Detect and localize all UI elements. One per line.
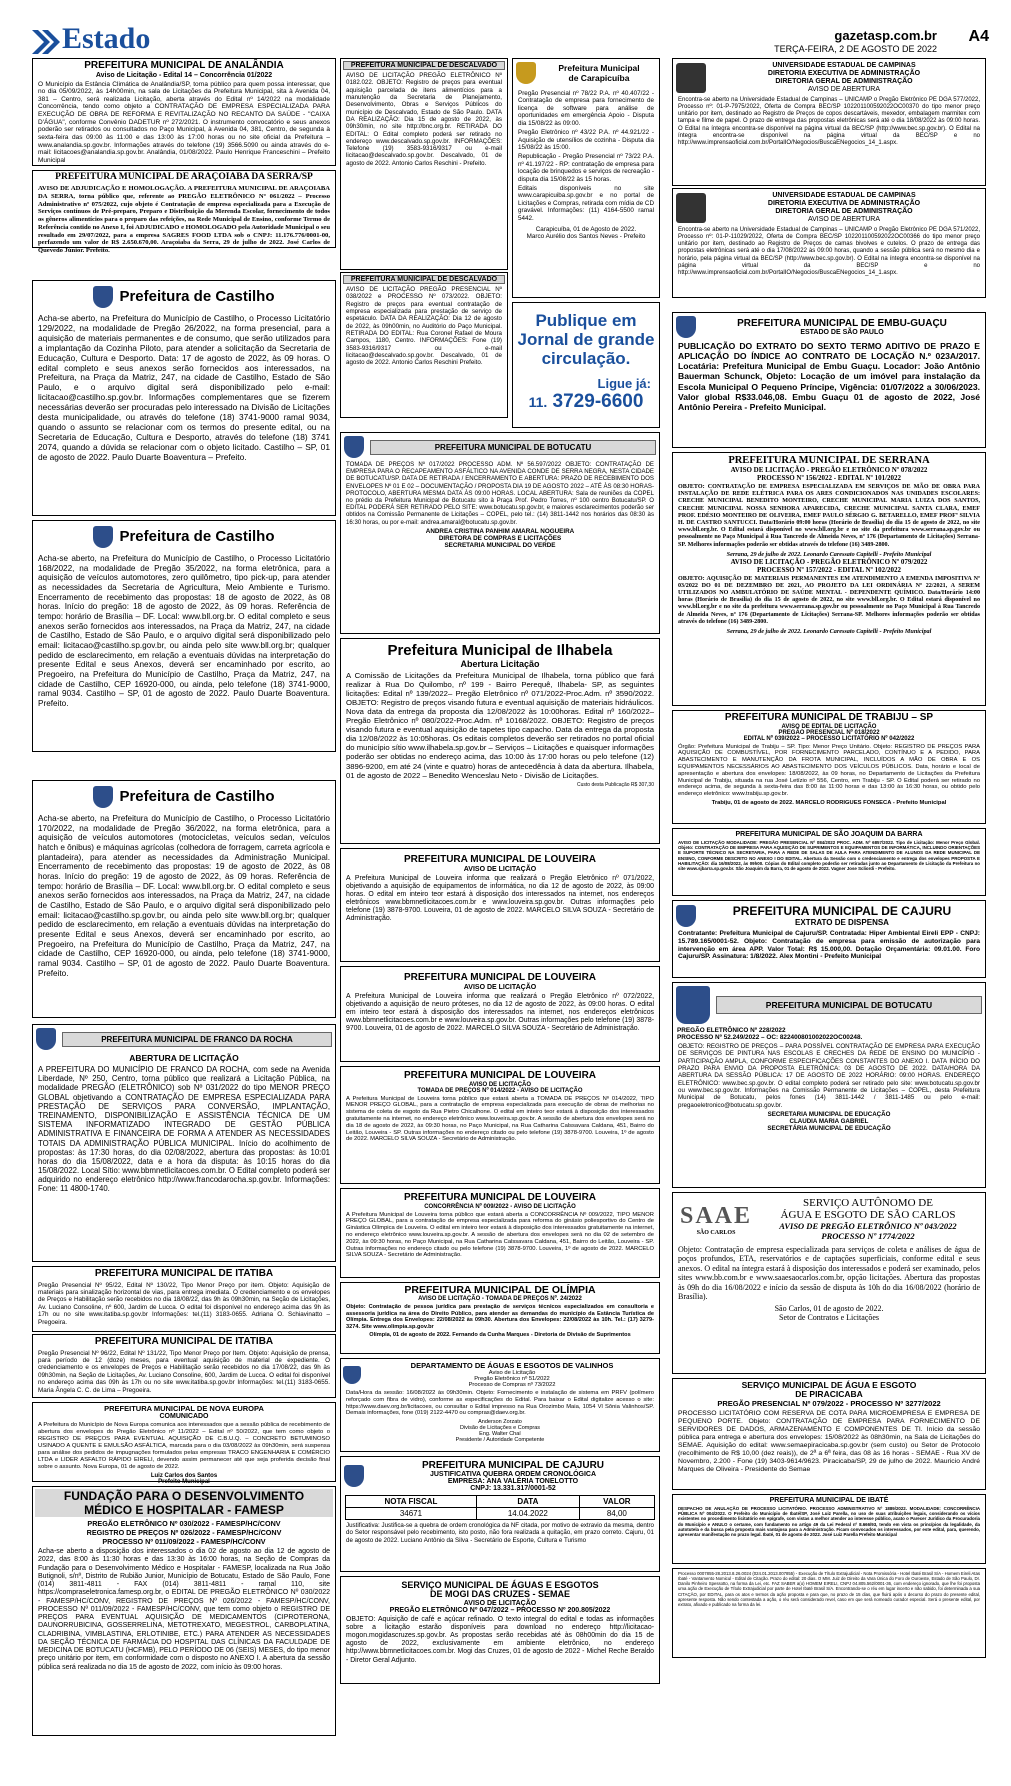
- notice-subtitle: EXTRATO DE DISPENSA: [795, 918, 889, 927]
- notice-subtitle: AVISO DE LICITAÇÃO: [468, 1081, 532, 1088]
- notice-subtitle: AVISO DE LICITAÇÃO PREGÃO ELETRÔNICO Nº 047/2022 – PROCESSO Nº 200.805/2022: [389, 1599, 611, 1614]
- ad-cta: Ligue já:: [597, 376, 651, 392]
- notice-title-line-1: Prefeitura Municipal: [558, 63, 640, 73]
- notice-title: PREFEITURA MUNICIPAL DE ITATIBA: [94, 1336, 274, 1347]
- notice-louveira-2: [340, 966, 660, 1062]
- notice-signature-dept: SECRETARIA MUNICIPAL DO VERDE: [444, 541, 556, 549]
- notice-subtitle-1: AVISO DE PREGÃO ELETRÔNICO Nº 043/2022: [779, 1221, 957, 1231]
- saae-logo-text: SAAE: [679, 1202, 753, 1229]
- notice-subtitle-3: CNPJ: 13.331.317/0001-52: [470, 1485, 556, 1492]
- table-header: NOTA FISCAL: [346, 1496, 477, 1508]
- notice-title: PREFEITURA MUNICIPAL DE OLÍMPIA: [404, 1284, 596, 1296]
- ad-line-3: circulação.: [541, 349, 631, 369]
- notice-title: PREFEITURA MUNICIPAL DE LOUVEIRA: [403, 854, 597, 865]
- notice-title: DEPARTAMENTO DE ÁGUAS E ESGOTOS DE VALINHOS: [410, 1361, 614, 1370]
- notice-body: OBJETO: Aquisição de café e açúcar refinado. O texto integral do edital e todas as informações sobre a licitação estarão disponíveis para download no endereço http://licitacao-mogon.mogidascruzes.sp.gov.br. As propostas serão recebidas até às 08h00min do dia 15 de agosto de 2022, exclusivamente em ambiente eletrônico, no endereço http://www.bbmnetlicitacoes.com.br. Mogi das Cruzes, 01 de agosto de 2022 - Michel Reche Beraldo - Diretor Geral Adjunto.: [346, 1615, 654, 1664]
- municipal-crest-icon: [516, 62, 536, 84]
- notice-subtitle-1: PREGÃO ELETRÔNICO Nº 228/2022: [677, 1027, 786, 1034]
- notice-body: A Prefeitura Municipal de Louveira informa que realizará o Pregão Eletrônico nº 072/2022, objetivando a aquisição de neuro próteses, no dia 12 de agosto de 2022, às 09:00 horas. O edital em inteiro teor estará à disposição dos interessados na internet, nos endereços eletrônicos www.bbmnetlicitacoes.com.br e www.louveira.sp.gov.br. Outras informações pelo telefone (19) 3878-9700. Louveira, 01 de agosto de 2022. MARCELO SILVA SOUZA - Secretário de Administração.: [346, 992, 654, 1033]
- notice-title: PREFEITURA MUNICIPAL DE LOUVEIRA: [403, 1192, 597, 1203]
- notice-body: Encontra-se aberto na Universidade Estadual de Campinas – UNICAMP o Pregão Eletrônico PE DGA 577/2022, Processo nº: 01-P-7975/2022, Oferta de Compra BEC/SP 102201100592022OC00370 do tipo menor preço unitário por item, destinado ao Registro de Preços de copos descartáveis, mexedor, embalagem marmitex com tampa e filme de papel. O prazo de entrega das propostas eletrônicas será até o dia 18/08/2022 às 09:00 horas. O Edital na íntegra encontra-se disponível na página virtual da BEC/SP (http://www.bec.sp.gov.br). O Edital na íntegra encontra-se disponível na página virtual da BEC/SP e no http://www.imprensaoficial.com.br/PortalIO/Negocios/BuscaENegocios_14_1.aspx.: [678, 97, 980, 146]
- notice-body: A Prefeitura Municipal de Louveira torna público que estará aberta a CONCORRÊNCIA Nº 009/2022, TIPO MENOR PREÇO GLOBAL, para a contratação de empresa especializada para reforma do ginásio poliesportivo do Centro de Ginástica Olímpica de Louveira. O edital em inteiro teor estará à disposição dos interessados gratuitamente na internet, no endereço eletrônico www.louveira.sp.gov.br. A sessão de abertura dos envelopes será no dia 02 de setembro de 2022, às 09:30 horas, no Paço Municipal, na Rua Catharina Calssavara Caldana, 451, Bairro do Leitão, Louveira - SP. Outras informações no endereço citado ou pelo telefone (19) 3878-9700. Louveira, 1º de agosto de 2022. MARCELO SILVA SOUZA - Secretário de Administração.: [346, 1211, 654, 1259]
- notice-title: PREFEITURA MUNICIPAL DE BOTUCATU: [716, 996, 982, 1014]
- notice-signature-1: Serrana, 29 de julho de 2022. Leonardo Caressato Capitelli - Prefeito Municipal: [726, 550, 932, 558]
- municipal-crest-icon: [676, 986, 710, 1024]
- notice-body: Data/Hora da sessão: 16/08/2022 às 09h30min. Objeto: Fornecimento e instalação de sistema em PRFV (polímero reforçado com fibra de vidro), conforme as especificações do Edital. Para baixar o Edital digitalize acesso o site: https://www.daev.org.br/licitacoes, ou consultar o Edital impresso na Rua Orozimbo Maia, 1054 Vl Sônia Valinhos/SP. Demais informações, fone (019) 2122-4470 ou compras@daev.org.br.: [346, 1390, 654, 1417]
- notice-signature: Trabiju, 01 de agosto de 2022. MARCELO RODRIGUES FONSECA - Prefeito Municipal: [711, 800, 947, 807]
- ad-phone-prefix: 11.: [528, 394, 548, 411]
- notice-body-4: Editais disponíveis no site www.carapicuiba.sp.gov.br e no portal de Licitações e Compras, retirada com mídia de CD gravável. Informações: (11) 4164-5500 ramal 5442.: [518, 185, 654, 222]
- notice-subtitle-4: PROCESSO Nº 157/2022 - EDITAL Nº 102/2022: [756, 565, 902, 574]
- notice-title: Prefeitura de Castilho: [119, 788, 275, 806]
- notice-title: PREFEITURA MUNICIPAL DE DESCALVADO: [343, 275, 505, 284]
- notice-castilho-1: [32, 280, 336, 516]
- page-header: [0, 0, 1011, 55]
- notice-franco-da-rocha: [32, 1024, 336, 1262]
- invoice-table: [345, 1495, 655, 1520]
- notice-subtitle-1: DIRETORIA EXECUTIVA DE ADMINISTRAÇÃO: [767, 200, 921, 208]
- notice-body: OBJETO: REGISTRO DE PREÇOS – PARA POSSÍVEL CONTRATAÇÃO DE EMPRESA PARA EXECUÇÃO DE SERVIÇOS DE PINTURA NAS ESCOLAS E CRECHES DA REDE DE ENSINO DO MUNICÍPIO - PARTICIPAÇÃO AMPLA, CONFORME ESPECIFICAÇÕES CONSTANTES DO ANEXO I. DATA INÍCIO DO PRAZO PARA ENVIO DA PROPOSTA ELETRÔNICA: 03 DE AGOSTO DE 2022. DATA/HORA DA ABERTURA DA SESSÃO PÚBLICA: 17 DE AGOSTO DE 2022 HORÁRIO: 09:00 HORAS. ENDEREÇO ELETRÔNICO: www.bec.sp.gov.br. O edital completo poderá ser retirado pelo site: www.botucatu.sp.gov.br ou www.bec.sp.gov.br. Informações na Comissão Permanente de Licitações – COPEL, desta Prefeitura Municipal de Botucatu, pelos fones (14) 3811-1442 / 3811-1485 ou pelo e-mail: pregaoeletronico@botucatu.sp.gov.br.: [678, 1043, 980, 1109]
- notice-descalvado-2: [340, 272, 508, 418]
- notice-title: PREFEITURA MUNICIPAL DE LOUVEIRA: [403, 1070, 597, 1081]
- notice-aracoiaba: [32, 170, 336, 255]
- notice-botucatu-2: [672, 982, 986, 1188]
- notice-body: Contratante: Prefeitura Municipal de Cajuru/SP. Contratada: Hiper Ambiental Eireli EPP - CNPJ: 15.789.165/0001-52. Objeto: Contratação de empresa para emissão de autorização para intervenção em área APP. Valor Total: R$ 15.000,00. Dotação Orçamentária: 09.01.00. Foro Cajuru/SP. Assinatura: 1/8/2022. Alex Montini - Prefeito Municipal: [678, 930, 980, 961]
- notice-saae-sao-carlos: [672, 1192, 986, 1374]
- notice-body: A Prefeitura Municipal de Louveira torna público que estará aberta a TOMADA DE PREÇOS Nº 014/2022, TIPO MENOR PREÇO GLOBAL, para a contratação de empresa especializada para execução de obras de melhorias no sistema de coleta de esgoto da Rua Pietro Chicalhone. O edital em inteiro teor estará à disposição dos interessados gratuitamente na internet, no endereço eletrônico www.louveira.sp.gov.br. A sessão de abertura dos envelopes será no dia 18 de agosto de 2022, às 09:30 horas, no Paço Municipal, na Rua Catharina Calssavara Caldana, 451, Bairro do Leitão, Louveira - SP. Outras informações no endereço citado ou pelo telefone (19) 3878-9700. Louveira, 1º de agosto de 2022. MARCELO SILVA SOUZA - Secretário de Administração.: [346, 1095, 654, 1143]
- notice-subtitle: COMUNICADO: [159, 1412, 209, 1420]
- notice-subtitle: Aviso de Licitação Pregão Eletrônico nº 51/2022 Processo de Compras nº 73/2022: [468, 1370, 556, 1388]
- notice-subtitle: AVISO DE LICITAÇÃO - TOMADA DE PREÇOS Nº. 24/2022: [418, 1296, 582, 1303]
- notice-subtitle-3: EDITAL Nº 039/2022 – PROCESSO LICITATÓRIO Nº 042/2022: [743, 735, 915, 742]
- notice-body: AVISO DE LICITAÇÃO MODALIDADE: PREGÃO PRESENCIAL Nº 084/2022 PROC. ADM. Nº 6857/2022. Tipo de Licitação: Menor Preço Global. Objeto: CONTRATAÇÃO DE EMPRESA PARA AQUISIÇÃO DE SUPRIMENTOS E EQUIPAMENTOS DE INFORMÁTICA, INCLUINDO ORIENTAÇÕES E SUPORTE TÉCNICO NA SECRETARIA, PARA A REDE DE SALAS DE AULA PARA ATENDIMENTO DE ALUNOS DA REDE MUNICIPAL DE ENSINO, CONFORME DESCRITO NO ANEXO I DO EDITAL. Abertura da Sessão com o credenciamento e entrega dos envelopes PROPOSTA E HABILITAÇÃO: dia 16/08/2022, às 09h00. Cópias do Edital completo poderão ser retiradas junto ao Departamento de Licitação da Prefeitura no site www.sjbarra.sp.gov.br. São Joaquim da Barra, 01 de agosto de 2022. Vagner Jose Scliordi - Prefeito.: [678, 840, 980, 871]
- notice-signature: São Carlos, 01 de agosto de 2022.: [774, 1303, 884, 1313]
- table-cell: 84,00: [579, 1508, 654, 1520]
- notice-title: PREFEITURA MUNICIPAL DE SÃO JOAQUIM DA BARRA: [735, 831, 923, 838]
- notice-louveira-4: [340, 1188, 660, 1278]
- notice-body: A Prefeitura Municipal de Louveira informa que realizará o Pregão Eletrônico nº 071/2022, objetivando a aquisição de equipamentos de informática, no dia 12 de agosto de 2022, às 09:00 horas. O edital em inteiro teor estará à disposição dos interessados na internet, nos endereços eletrônicos www.bbmnetlicitacoes.com.br e www.louveira.sp.gov.br. Outras informações pelo telefone (19) 3878-9700. Louveira, 01 de agosto de 2022. MARCELO SILVA SOUZA - Secretário de Administração.: [346, 874, 654, 923]
- notice-title: PREFEITURA MUNICIPAL DE LOUVEIRA: [403, 972, 597, 983]
- notice-body: Acha-se aberto, na Prefeitura do Município de Castilho, o Processo Licitatório 129/2022, na modalidade de Pregão 26/2022, na forma presencial, para a aquisição de materiais permanentes e de consumo, que serão utilizados para a implantação da Cozinha Piloto, para atender a solicitação da Secretaria de Educação, Cultura e Desporto. Data: 17 de agosto de 2022, às 09 horas. O edital completo e seus anexos serão fornecidos aos interessados, na Prefeitura, na Praça da Matriz, 247, na cidade de Castilho, Estado de São Paulo, e o arquivo digital será disponibilizado pelo e-mail: licitacao@castilho.sp.gov.br. Informações complementares que se fizerem necessárias deverão ser procuradas pelo interessado na Divisão de Licitações desta municipalidade, ou através do telefone (18) 3741-9000 ramal 9034, quando o assunto se relacionar com os termos do presente edital, ou na Secretaria de Educação, Cultura e Desporto, através do telefone (18) 3741 2074, quando a dúvida se relacionar com o objeto licitado. Castilho – SP, 01 de agosto de 2022. Paulo Duarte Boaventura – Prefeito.: [38, 313, 330, 462]
- notice-subtitle: ESTADO DE SÃO PAULO: [800, 329, 884, 336]
- notice-body: Acha-se aberto, na Prefeitura do Município de Castilho, o Processo Licitatório 168/2022, na modalidade de Pregão 35/2022, na forma eletrônica, para a aquisição de veículos automotores, zero quilômetro, tipo pick-up, para atender as necessidades da Secretaria de Agricultura, Meio Ambiente e Turismo. Encerramento de recebimento das propostas: 18 de agosto de 2022, às 08 horas. Início do pregão: 18 de agosto de 2022, às 09 horas. Referência de tempo: horário de Brasília – DF. Local: www.bll.org.br. O edital completo e seus anexos serão fornecidos aos interessados, na Praça da Matriz, 247, na cidade de Castilho, Estado de São Paulo, e o arquivo digital será disponibilizado pelo email: licitacao@castilho.sp.gov.br, ou ainda pelo site www.bll.org.br; qualquer pedido de esclarecimento, em relação a eventuais dúvidas na interpretação do presente Edital e seus Anexos, deverá ser encaminhado por escrito, ao Pregoeiro, na Prefeitura do Município de Castilho, Praça da Matriz, 247, na cidade de Castilho, CEP 16920-000, ou ainda, pelo telefone (18) 3741-9000, ramal 9034. Castilho – SP, 01 de agosto de 2022. Paulo Duarte Boaventura. Prefeito.: [38, 554, 330, 709]
- table-header: VALOR: [579, 1496, 654, 1508]
- notice-title-line-2: de Carapicuíba: [568, 73, 630, 83]
- university-logo-icon: [676, 63, 706, 93]
- site-url[interactable]: gazetasp.com.br: [834, 28, 937, 43]
- notice-subtitle-2: PROCESSO Nº 52.249/2022 – OC: 822400801002022OC00248.: [677, 1034, 863, 1041]
- notice-sao-joaquim-da-barra: [672, 828, 986, 896]
- notice-itatiba-1: [32, 1266, 336, 1332]
- publication-cost: Custo desta Publicação R$ 307,30: [577, 781, 654, 788]
- notice-title: PREFEITURA MUNICIPAL DE BOTUCATU: [370, 440, 656, 455]
- notice-itatiba-2: [32, 1334, 336, 1398]
- notice-signature: CLAUDIA MARIA GABRIEL: [789, 1117, 869, 1125]
- notice-subtitle: Aviso de Licitação - Edital 14 – Concorrência 01/2022: [95, 71, 273, 79]
- notice-title-line-2: ÁGUA E ESGOTO DE SÃO CARLOS: [780, 1209, 956, 1221]
- notice-body-1: OBJETO: CONTRATAÇÃO DE EMPRESA ESPECIALIZADA EM SERVIÇOS DE MÃO DE OBRA PARA INSTALAÇÃO DE REDE ELÉTRICA PARA OS ARES CONDICIONADOS NAS UNIDADES ESCOLARES: CRECHE MUNICIPAL BENEDITO MONTEIRO, CRECHE MUNICIPAL MARIA LUIZA DOS SANTOS, CRECHE MUNICIPAL NOSSA SENHORA APARECIDA, CRECHE MUNICIPAL SANTA CLARA, EMEF PROF. EDÉSIO MONTEIRO DE OLIVEIRA, EMEF PAULO SÉRGIO G. BETARELLO, EMEF PROFª SILVIA H. DE CASTRO SANTUCCI. Data/Horário 09:00 horas (Horário de Brasília) do dia 15 de agosto de 2022, no site www.bll.org.br. O Edital estará disponível no www.bll.org.br e no site da prefeitura www.serrana.sp.gov.br ou pessoalmente no Paço Municipal à Rua Tancredo de Almeida Neves, nº 176 (Departamento de Licitações) Serrana-SP. Melhores informações poderão ser obtidas através do telefone (16) 3489-2800.: [678, 484, 980, 548]
- notice-title: PREFEITURA MUNICIPAL DE ITATIBA: [94, 1268, 274, 1279]
- municipal-crest-icon: [343, 1366, 361, 1384]
- notice-body: Acha-se aberto, na Prefeitura do Município de Castilho, o Processo Licitatório 170/2022, na modalidade de Pregão 36/2022, na forma eletrônica, para a aquisição de veículos automotores (motocicletas, veículos sedan, veículos hatch e ônibus) e máquinas agrícolas (colhedora de forragem, carreta agrícola e plantadeira), para atender as necessidades da Administração Municipal. Encerramento de recebimento das propostas: 19 de agosto de 2022, às 08 horas. Início do pregão: 19 de agosto de 2022, às 09 horas. Referência de tempo: horário de Brasília – DF. Local: www.bll.org.br. O edital completo e seus anexos serão fornecidos aos interessados, na Praça da Matriz, 247, na cidade de Castilho, Estado de São Paulo, e o arquivo digital será disponibilizado pelo email: licitacao@castilho.sp.gov.br, ou ainda pelo site www.bll.org.br; qualquer pedido de esclarecimento, em relação a eventuais dúvidas na interpretação do presente Edital e seus Anexos, deverá ser encaminhado por escrito, ao Pregoeiro, na Prefeitura do Município de Castilho, Praça da Matriz, 247, na cidade de Castilho, CEP 16920-000, ou ainda, pelo telefone (18) 3741-9000, ramal 9034. Castilho – SP, 01 de agosto de 2022. Paulo Duarte Boaventura. Prefeito.: [38, 814, 330, 978]
- notice-signature-role: DIRETORA DE COMPRAS E LICITAÇÕES: [438, 534, 562, 542]
- notice-title: PREFEITURA MUNICIPAL DE DESCALVADO: [343, 61, 505, 70]
- notice-title-line-1: SERVIÇO AUTÔNOMO DE: [803, 1197, 933, 1209]
- notice-carapicuiba: [512, 58, 660, 298]
- notice-body: AVISO DE ADJUDICAÇÃO E HOMOLOGAÇÃO. A PREFEITURA MUNICIPAL DE ARAÇOIABA DA SERRA, torna público que, referente ao PREGÃO ELETRÔNICO Nº 061/2022 – Processo Administrativo nº 075/2022, cujo objeto é Contratação de empresa especializada para a Execução de Serviços contínuos de Pré-preparo, Preparo e Distribuição da Merenda Escolar, fornecimento de todos os gêneros alimentícios para o preparo das refeições, na Rede Municipal de Ensino, conforme Termo de Referência contido no Anexo I, foi ADJUDICADO e HOMOLOGADO pela Autoridade Municipal o seu resultado em 29/07/2022, para a empresa SAGRES FOOD LTDA sob o CNPJ: 11.176.776/0001-00, perfazendo um valor de R$ 2.650.670,00. Araçoiaba da Serra, 29 de julho de 2022. José Carlos de Quevedo Júnior. Prefeito.: [38, 184, 330, 255]
- notice-title: [35, 1489, 333, 1517]
- notice-title-line-1: SERVIÇO MUNICIPAL DE ÁGUA E ESGOTO: [741, 1380, 917, 1390]
- notice-subtitle-3: AVISO DE LICITAÇÃO - PREGÃO ELETRÔNICO Nº 079/2022: [730, 557, 928, 566]
- ad-phone-block: [513, 391, 659, 413]
- saae-logo-subtext: SÃO CARLOS: [696, 1229, 736, 1236]
- notice-semae-piracicaba: [672, 1378, 986, 1490]
- notice-subtitle: AVISO DE LICITAÇÃO: [463, 865, 537, 873]
- notice-body: Pregão Presencial Nº 95/22, Edital Nº 130/22, Tipo Menor Preço por item. Objeto: Aquisição de materiais para sinalização horizontal de vias, para entrega imediata. O credenciamento e os envelopes de Preços e Habilitação serão recebidos no dia 18/08/22, das 9h às 09h30min, na Seção de Licitações, Av. Luciano Consoline, nº 600, Jardim de Lucca. O edital foi disponível no endereço acima das 9h às 17h ou no site www.itatiba.sp.gov.br Informações: tel.(11) 3183-0655. Adriana O. Schiavinatto – Pregoeira.: [38, 1281, 330, 1326]
- notice-subtitle-2: PROCESSO Nº 156/2022 - EDITAL Nº 101/2022: [756, 474, 902, 483]
- notice-title-line-2: MÉDICO E HOSPITALAR - FAMESP: [84, 1503, 284, 1517]
- double-arrow-icon: [32, 30, 62, 54]
- notice-subtitle-3: AVISO DE ABERTURA: [807, 216, 881, 224]
- ad-line-1: Publique em: [535, 311, 637, 330]
- notice-subtitle: PREGÃO PRESENCIAL Nº 079/2022 - PROCESSO Nº 3277/2022: [717, 1398, 941, 1408]
- notice-title: PREFEITURA MUNICIPAL DE NOVA EUROPA: [104, 1404, 264, 1413]
- notice-signature: ANDREA CRISTINA PANHIM AMARAL NOGUEIRA: [425, 527, 575, 535]
- notice-body: Pregão Presencial Nº 96/22, Edital Nº 131/22, Tipo Menor Preço por Item. Objeto: Aquisição de prensa, para período de 12 (doze) meses, para eventual aquisição de material de expediente. O credenciamento e os envelopes de Preços e Habilitação serão recebidos no dia 17/08/22, das 9h às 09h30min, na Seção de Licitações, Av. Luciano Consoline, 600, Jardim de Lucca. O edital foi disponível no endereço acima das 09h às 17h ou no site www.itatiba.sp.gov.br Informações: tel.(11) 3183-0655. Maria Ângela C. C. de Lima – Pregoeira.: [38, 1349, 330, 1394]
- notice-subtitle: PREGÃO ELETRÔNICO Nº 030/2022 - FAMESP/HC/CONV REGISTRO DE PREÇOS Nº 026/2022 - FAMESP/HC/CONV PROCESSO Nº 011/09/2022 - FAMESP/HC/CONV: [86, 1519, 282, 1546]
- notice-ilhabela: [340, 638, 660, 844]
- notice-title-line-2: DE PIRACICABA: [795, 1388, 863, 1399]
- notice-body: Acha-se aberto a disposição dos interessados o dia 02 de agosto ao dia 12 de agosto de 2022, das 8:00 às 11:30 horas e das 13:30 às 16:00 horas, na Seção de Compras da Fundação para o Desenvolvimento Médico e Hospitalar - FAMESP, localizada na Rua João Butignoli, s/nº, Distrito de Rubião Junior, Município de Botucatu, Estado de São Paulo, Fone (014) 3811-4811 - FAX (014) 3811-4811 - ramal 110, site https://compraseletronica.famesp.org.br, o EDITAL DE PREGÃO ELETRÔNICO Nº 030/2022 - FAMESP/HC/CONV, REGISTRO DE PREÇOS Nº 026/2022 - FAMESP/HC/CONV, PROCESSO Nº 011/09/2022 - FAMESP/HC/CONV, que tem como objeto o REGISTRO DE PREÇOS PARA EVENTUAL AQUISIÇÃO DE MEDICAMENTOS (CIPROTERONA, DAUNORRUBICINA, GOSSERRELINA, METOTREXATO, MEGESTROL, CARBOPLATINA, CLADRIBINA, VIMBLASTINA, ERLOTINIBE, ETC.) PARA ATENDER AS NECESSIDADES DA SEÇÃO TÉCNICA DE FARMÁCIA DO HOSPITAL DAS CLÍNICAS DA FACULDADE DE MEDICINA DE BOTUCATU (HCFMB), PELO PERÍODO DE 06 (SEIS) MESES, do tipo menor preço unitário por item, em conformidade com o disposto no ANEXO I. A abertura da sessão pública será realizada no dia 15 de agosto de 2022, com início às 09:00 horas.: [38, 1548, 330, 1671]
- notice-body: Objeto: Contratação de empresa especializada para serviços de coleta e análises de água de poços profundos, ETA, reservatórios e de captações superficiais, conforme edital e seus anexos. O edital na íntegra estará à disposição dos interessados e poderá ser examinado, pelos sites www.bb.com.br e www.saaesaocarlos.com.br, opção licitações. Abertura das propostas às 09h do dia 16/08/2022 e início da sessão de disputa às 10h do dia 16/08/2022 (horário de Brasília).: [678, 1245, 980, 1302]
- notice-body: TOMADA DE PREÇOS Nº 017/2022 PROCESSO ADM. Nº 56.597/2022 OBJETO: CONTRATAÇÃO DE EMPRESA PARA O RECAPEAMENTO ASFÁLTICO NA AVENIDA CONDE DE SERRA NEGRA, NESTA CIDADE DE BOTUCATU/SP. DATA DE RETIRADA / ENCERRAMENTO E ABERTURA: PRAZO DE RECEBIMENTO DOS ENVELOPES Nº 01 E 02 – DOCUMENTAÇÃO / PROPOSTA DIA 19 DE AGOSTO 2022 – ATÉ ÀS 08:30 HORAS-PROTOCOLO, ABERTURA MESMA DATA ÀS 09:00 HORAS. LOCAL ABERTURA: Sala de reuniões da COPEL no prédio da Prefeitura Municipal de Botucatu sito à Praça Prof. Pedro Torres, nº 100 centro Botucatu/SP. O EDITAL PODERÁ SER RETIRADO PELO SITE: www.botucatu.sp.gov.br, e maiores esclarecimentos poderão ser obtidos na Comissão Permanente de Licitações – COPEL, pelo tel.: (14) 3811-1442 nos horários das 08:30 às 16:30 horas, ou por e-mail: andrea.amaral@botucatu.sp.gov.br.: [346, 461, 654, 526]
- notice-subtitle-2: EMPRESA: ANA VALÉRIA TONELOTTO: [447, 1478, 579, 1485]
- notice-title: PREFEITURA MUNICIPAL DE ANALÂNDIA: [84, 60, 284, 71]
- notice-embu-guacu: [672, 312, 986, 448]
- ad-line-2: Jornal de grande: [517, 330, 655, 350]
- notice-semae-mogi: [340, 1576, 660, 1684]
- notice-ibate: [672, 1494, 986, 1564]
- notice-subtitle-2: DIRETORIA GERAL DE ADMINISTRAÇÃO: [775, 78, 913, 86]
- notice-body: A Comissão de Licitações da Prefeitura Municipal de Ilhabela, torna público que fará realizar à Rua Do Quilombo, nº 199 - Bairro Perequê, Ilhabela- SP, as seguintes licitações: Edital nº 139/2022– Pregão Eletrônico nº 071/2022-Proc.Adm. nº 3590/2022. OBJETO: Registro de preços visando futura e eventual aquisição de materiais hidráulicos. Nova data da entrega da proposta dia 12/08/2022 às 10:00horas. Edital nº 160/2022– Pregão Eletrônico nº 080/2022-Proc.Adm. nº 10168/2022. OBJETO: Registro de preços visando futura e eventual aquisição de tapetes tipo capacho. Data da entrega da proposta dia 12/08/2022 às 10:05horas. Os editais completos deverão ser retirados no portal oficial do município sítio www.ilhabela.sp.gov.br – Serviços – Licitações e quaisquer informações poderão ser obtidas no endereço acima, das 10:00 às 17:00 horas ou pelo telefone (12) 3896-9200, em até 24 (vinte e quatro) horas de antecedência à data da abertura. Ilhabela, 01 de agosto de 2022 – Benedito Wenceslau Neto - Divisão de Licitações.: [346, 670, 654, 780]
- notice-unicamp-2: [672, 188, 986, 298]
- notice-signature: Luiz Carlos dos Santos: [150, 1472, 218, 1479]
- notice-body: A PREFEITURA DO MUNICÍPIO DE FRANCO DA ROCHA, com sede na Avenida Liberdade, Nº 250, Centro, torna público que realizará a Licitação Pública, na modalidade PREGÃO (ELETRÔNICO) sob Nº 031/2022 do tipo MENOR PREÇO GLOBAL objetivando a CONTRATAÇÃO DE EMPRESA ESPECIALIZADA PARA PRESTAÇÃO DE SERVIÇOS PARA CONVERSÃO, IMPLANTAÇÃO, TREINAMENTO, DISPONIBILIZAÇÃO E ASSISTÊNCIA TÉCNICA DE UM SISTEMA INFORMATIZADO INTEGRADO DE GESTÃO PÚBLICA ADMINISTRATIVA E FINANCEIRA DE FORMA A ATENDER AS NECESSIDADES TOTAIS DA ADMINISTRAÇÃO PÚBLICA MUNICIPAL. Início do acolhimento de propostas: às 17:30 horas, do dia 02/08/2022, abertura das propostas: às 10:01 horas do dia 15/08/2022, data e a hora da disputa: às 10:15 horas do dia 15/08/2022. Local Sítio: www.bbmnetlicitacoes.com.br. O Edital completo poderá ser adquirido no endereço eletrônico http://www.francodarocha.sp.gov.br. Informações: Fone: 11 4800-1740.: [38, 1065, 330, 1194]
- municipal-crest-icon: [676, 316, 696, 338]
- notice-title: Prefeitura Municipal de Ilhabela: [387, 642, 613, 659]
- notice-trabiju: [672, 710, 986, 824]
- notice-descalvado-1: [340, 58, 508, 270]
- notice-castilho-2: [32, 520, 336, 752]
- notice-title: PREFEITURA MUNICIPAL DE CAJURU: [421, 1460, 605, 1471]
- notice-title: PREFEITURA MUNICIPAL DE CAJURU: [732, 904, 952, 918]
- notice-signature-dept: SECRETARIA MUNICIPAL DE EDUCAÇÃO: [767, 1110, 891, 1118]
- notice-body: PUBLICAÇÃO DO EXTRATO DO SEXTO TERMO ADITIVO DE PRAZO E APLICAÇÃO DO ÍNDICE AO CONTRATO DE LOCAÇÃO N.º 023A/2017. Locatária: Prefeitura Municipal de Embu Guaçu. Locador: João Antônio Bauerman Schunck, Objeto: Locação de um imóvel para instalação da Escola Municipal O Pequeno Príncipe, Vigência: 01/07/2022 a 30/06/2023. Valor global R$33.046,08. Embu Guaçu 01 de agosto de 2022, José Antônio Pereira - Prefeito Municipal.: [678, 341, 980, 412]
- notice-title: PREFEITURA MUNICIPAL DE EMBU-GUAÇU: [737, 318, 947, 329]
- municipal-crest-icon: [93, 526, 113, 548]
- table-cell: 34671: [346, 1508, 477, 1520]
- university-logo-icon: [676, 193, 706, 223]
- municipal-crest-icon: [344, 436, 364, 458]
- notice-title: PREFEITURA MUNICIPAL DE ARAÇOIABA DA SERRA/SP: [55, 172, 313, 182]
- notice-body: Justificativa: Justifica-se a quebra de ordem cronológica da NF citada, por motivo de extravio da mesma, dentro do Setor responsável pelo recebimento, isto posto, não fora realizada a quitação, em prazo correto. Cajuru, 01 de agosto de 2022. Luciano Antônio da Silva - Secretário de Esporte, Cultura e Turismo: [346, 1522, 654, 1544]
- notice-title: UNIVERSIDADE ESTADUAL DE CAMPINAS: [772, 192, 916, 199]
- notice-castilho-3: [32, 780, 336, 1018]
- municipal-crest-icon: [93, 286, 113, 308]
- notice-louveira-1: [340, 848, 660, 962]
- notice-body-3: Republicação - Pregão Presencial nº 73/22 P.A. nº 41.197/22 - RP: contratação de empresa para locação de brinquedos e serviços de recreação - disputa dia 15/08/22 às 15 horas.: [518, 153, 654, 183]
- notice-body-1: Pregão Presencial nº 78/22 P.A. nº 40.407/22 - Contratação de empresa para fornecimento de licença de software para análise de oportunidades em emergência Apoio - Disputa dia 15/08/22 às 09:00.: [518, 90, 654, 127]
- notice-body: DESPACHO DE ANULAÇÃO DE PROCESSO LICITATÓRIO. PROCESSO ADMINISTRATIVO Nº 1889/2022. MODALIDADE: CONCORRÊNCIA PÚBLICA Nº 004/2022. O Prefeito do Município de Ibaté/SP, José Luiz Parella, no uso de suas atribuições legais, considerando os vícios existentes no procedimento licitatório em epígrafe, com vistas a melhor atender ao interesse público, acato o Parecer Jurídico da Procuradoria do Município e ANULO o certame, com fundamento no artigo 49 da Lei Federal nº 8.666/93, tendo em vista os princípios da legalidade, da autotutela e da busca pela proposta mais vantajosa para a Administração. Ficam convocados os interessados, por este edital, para, querendo, apresentar manifestação no prazo legal. Ibaté, 01 de agosto de 2022. José Luiz Parella Prefeito Municipal: [678, 1506, 980, 1537]
- notice-subtitle-2: DIRETORIA GERAL DE ADMINISTRAÇÃO: [775, 208, 913, 216]
- notice-subtitle-1: AVISO DE LICITAÇÃO - PREGÃO ELETRÔNICO Nº 078/2022: [730, 466, 928, 475]
- municipal-crest-icon: [344, 1465, 364, 1487]
- notice-subtitle-1: JUSTIFICATIVA QUEBRA ORDEM CRONOLÓGICA: [429, 1471, 597, 1478]
- municipal-crest-icon: [676, 905, 696, 927]
- section-title: Estado: [62, 22, 151, 55]
- notice-body-2: OBJETO: AQUISIÇÃO DE MATERIAIS PERMANENTES EM ATENDIMENTO A EMENDA IMPOSITIVA Nº 03/2022 DO 01 DE DEZEMBRO DE 2021, AO PROJETO DA LEI ORDINÁRIA Nº 22/2021, A SEREM UTILIZADOS NO AMBULATÓRIO DE SAÚDE MENTAL - DEPENDENTE QUÍMICO. Data/Horário 14:00 horas (Horário de Brasília) do dia 15 de agosto de 2022, no site www.bll.org.br. O Edital estará disponível no www.bll.org.br e no site da prefeitura www.serrana.sp.gov.br ou pessoalmente no Paço Municipal à Rua Tancredo de Almeida Neves, nº 176 (Departamento de Licitações) Serrana-SP. Melhores informações poderão ser obtidas através do telefone (16) 3489-2800.: [678, 575, 980, 625]
- notice-title-line-1: SERVIÇO MUNICIPAL DE ÁGUAS E ESGOTOS: [401, 1580, 599, 1590]
- saae-logo-icon: [677, 1203, 755, 1236]
- notice-louveira-3: [340, 1066, 660, 1184]
- notice-title: PREFEITURA MUNICIPAL DE FRANCO DA ROCHA: [62, 1032, 332, 1047]
- notice-analandia: [32, 58, 336, 166]
- notice-famesp: [32, 1486, 336, 1736]
- notice-signature-role: Setor de Contratos e Licitações: [779, 1312, 879, 1322]
- notice-body-2: Pregão Eletrônico nº 43/22 P.A. nº 44.921/22 - Aquisição de utensílios de cozinha - Disputa dia 15/08/22 às 15:00.: [518, 129, 654, 151]
- notice-subtitle: CONCORRÊNCIA Nº 009/2022 - AVISO DE LICITAÇÃO: [424, 1203, 576, 1210]
- notice-title: Prefeitura de Castilho: [119, 528, 275, 546]
- ad-phone[interactable]: 3729-6600: [552, 391, 644, 413]
- notice-nova-europa: [32, 1402, 336, 1485]
- notice-signature: Olímpia, 01 de agosto de 2022. Fernando da Cunha Marques - Diretoria de Divisão de Suprimentos: [369, 1332, 631, 1339]
- notice-signature-2: Serrana, 29 de julho de 2022. Leonardo Caressato Capitelli - Prefeito Municipal: [726, 628, 932, 636]
- advertisement[interactable]: [512, 302, 660, 428]
- notice-unicamp-1: [672, 58, 986, 186]
- notice-subtitle-2: PROCESSO Nº 1774/2022: [821, 1231, 915, 1241]
- notice-body: Órgão: Prefeitura Municipal de Trabiju – SP. Tipo: Menor Preço Unitário. Objeto: REGISTRO DE PREÇOS PARA AQUISIÇÃO DE COMBUSTÍVEL, POR FORNECIMENTO PARCELADO, CONTÍNUO E A PEDIDO, PARA ABASTECIMENTO E MANUTENÇÃO DA FROTA MUNICIPAL, INCLUÍDOS A MÃO DE OBRA E OS EQUIPAMENTOS NECESSÁRIOS AO ABASTECIMENTO DOS VEÍCULOS PÚBLICOS. Data, horário e local de apresentação e abertura dos envelopes: 18/08/2022, às 09 horas, no Departamento de Licitações da Prefeitura Municipal de Trabiju, situada na rua José Letízio nº 556, Centro, em Trabiju - SP. O Edital poderá ser retirado no endereço acima, de segunda à sexta-feira das 8:00 às 11:00 horas e das 13:00 às 16:30 horas, ou obtido pelo endereço eletrônico: www.trabiju.sp.gov.br.: [678, 743, 980, 798]
- notice-subtitle-1: AVISO DE EDITAL DE LICITAÇÃO: [781, 723, 877, 730]
- notice-title: PREFEITURA MUNICIPAL DE SERRANA: [728, 455, 930, 466]
- notice-signature-role: Prefeito Municipal: [158, 1478, 210, 1485]
- notice-signature-role: SECRETÁRIA MUNICIPAL DE EDUCAÇÃO: [767, 1124, 891, 1132]
- notice-serrana: [672, 452, 986, 706]
- notice-body: Objeto: Contratação de pessoa jurídica para prestação de serviços técnicos especializados em consultoria e assessoria jurídica na área do Direito Público, para atender as demandas do município da Estância Turística de Olímpia. Entrega dos Envelopes: 22/08/2022 às 09h30. Abertura dos Envelopes: 22/08/2022 às 10h. Tel.: (17) 3279-3274. Site www.olimpia.sp.gov.br: [346, 1304, 654, 1330]
- notice-cajuru-2: [340, 1456, 660, 1572]
- municipal-crest-icon: [93, 786, 113, 808]
- notice-body: O Município da Estância Climática de Analândia/SP, torna público para quem possa interessar, que no dia 05/09/2022, às 14h00min, na sala de Licitações da Prefeitura Municipal, sita à Avenida 04, 381 – Centro, será realizada Licitação, aberta através do Edital nº 14/2022 na modalidade Concorrência, tendo como objeto a CONTRATAÇÃO DE EMPRESA ESPECIALIZADA PARA EXECUÇÃO DE OBRA DE REFORMA E REVITALIZAÇÃO NO RECANTO DA SAÚDE - "CAIXA D'ÁGUA", conforme Convênio DADETUR nº 272/2021. O instrumento convocatório e seus anexos poderão ser retirados ou consultados no Paço Municipal, à Avenida 04, 381, Centro, de segunda à sexta-feira das 09:00 às 11:00 e das 13:00 às 17:00 horas ou no site oficial da Prefeitura – www.analandia.sp.gov.br. Informações através do telefone (19) 3566.5090 ou ainda através do e-mail: licitacoes@analandia.sp.gov.br. Analândia, 01/08/2022. Paulo Henrique Franceschini – Prefeito Municipal: [38, 80, 330, 165]
- notice-cajuru-1: [672, 900, 986, 978]
- notice-body: PROCESSO LICITATÓRIO COM RESERVA DE COTA PARA MICROEMPRESA E EMPRESA DE PEQUENO PORTE. Objeto: CONTRATAÇÃO DE EMPRESA PARA FORNECIMENTO DE SERVIDORES DE DADOS, ARMAZENAMENTO E COMPONENTES DE TI. Início da sessão pública para entrega e abertura dos envelopes: 15/08/2022 às 08h30min, na Sala de Licitações do SEMAE. Aquisição do edital: www.semaepiracicaba.sp.gov.br (sem custo) ou Setor de Protocolo (recolhimento de R$ 10,00 (dez reais)), de 2ª a 6ª feira, das 08 às 16 horas - SEMAE - Rua XV de Novembro, 2.200 - Fone (19) 3403-9614/9623. Piracicaba/SP, 29 de julho de 2022. Mauricio André Marques de Oliveira - Presidente do Semae: [678, 1409, 980, 1473]
- municipal-crest-icon: [36, 1028, 56, 1050]
- notice-title: PREFEITURA MUNICIPAL DE IBATÉ: [769, 1497, 889, 1504]
- notice-signature: Anderson Zorzato Divisão de Licitações e Compras Eng. Walter Chaí Presidente / Autoridade Competente: [455, 1419, 545, 1444]
- notice-subtitle-2: PREGÃO PRESENCIAL Nº 018/2022: [778, 729, 880, 736]
- notice-subtitle-2: TOMADA DE PREÇOS Nº 014/2022 - AVISO DE LICITAÇÃO: [417, 1087, 583, 1094]
- notice-valinhos: [340, 1358, 660, 1452]
- notice-body: A Prefeitura do Município de Nova Europa comunica aos interessados que a sessão pública de recebimento de abertura dos envelopes do Pregão Eletrônico nº 11/2022 – Edital nº 50/2022, que tem como objeto o REGISTRO DE PREÇOS PARA EVENTUAL AQUISIÇÃO DE C.B.U.Q. – CONCRETO BETUMINOSO USINADO A QUENTE E EMULSÃO ASFÁLTICA, marcada para o dia 03/08/2022 às 09h30min, será suspensa para análise dos pedidos de impugnações formulados pelas empresas TRACO ENGENHARIA E COMÉRCIO LTDA e LIDER ASFALTO RÁPIDO EIRELI, devendo assim permanecer até que seja proferida decisão final sobre o assunto. Nova Europa, 01 de agosto de 2022.: [38, 1421, 330, 1470]
- notice-subtitle-1: DIRETORIA EXECUTIVA DE ADMINISTRAÇÃO: [767, 70, 921, 78]
- notice-court-edict: [672, 1568, 986, 1658]
- notice-body: AVISO DE LICITAÇÃO PREGÃO PRESENCIAL Nº 038/2022 e PROCESSO Nº 073/2022. OBJETO: Registro de preços para eventual contratação de empresa especializada para prestação de serviço de espetáculo. DATA DA REALIZAÇÃO: Dia 12 de agosto de 2022, às 09h00min, no Auditório do Paço Municipal. RETIRADA DO EDITAL: Rua Coronel Rafael de Moura Campos, 1180, Centro. INFORMAÇÕES: Fone (19) 3583-9316/9317 ou e-mail licitacao@descalvado.sp.gov.br. Descalvado, 01 de agosto de 2022. Antonio Carlos Reschini Prefeito.: [346, 286, 502, 367]
- notice-subtitle-3: AVISO DE ABERTURA: [807, 86, 881, 94]
- notice-body: Processo 0007855-28.2013.8.26.0024 (024.01.2013.007855) - Execução de Título Extrajudicial - Nota Promissória - Hotel Ibaté Brasil S/A - Homem Eireli Atas Ibaté - Vantamento Nomicul - Edital de Citação. Prazo do edital: 20 dias. O MM. Juiz de Direito da Vara Única do Foro de Ouroeste, Estado de São Paulo, Dr. Danilo Pinheiro Spessotto, na forma da Lei, etc. FAZ SABER a(o) HOMEM EIRELI, CNPJ 04.805.562/0001-36, com endereço ignorado, que lhe foi proposta uma ação de Execução de Título Extrajudicial por parte de Hotel Ibaté Brasil S/A. Encontrando-se o réu em lugar incerto e não sabido, foi determinada a sua CITAÇÃO, por EDITAL, para os atos e termos da ação proposta e para que, no prazo de 15 dias, que fluirá após o decurso do prazo do presente edital, apresente resposta. Não sendo contestada a ação, o réu será considerado revel, caso em que será nomeado curador especial. Será o presente edital, por extrato, afixado e publicado na forma da lei.: [678, 1571, 980, 1607]
- page-number: A4: [968, 28, 989, 45]
- notice-subtitle: ABERTURA DE LICITAÇÃO: [129, 1053, 239, 1063]
- notice-subtitle: Abertura Licitação: [460, 658, 540, 669]
- notice-body: Encontra-se aberto na Universidade Estadual de Campinas – UNICAMP o Pregão Eletrônico PE DGA 571/2022, Processo nº: 01-P-11029/2022, Oferta de Compra BEC/SP 102201100592022OC00366 do tipo menor preço unitário por item, destinado ao Registro de Preços de camas bivolves e cutelos. O prazo de entrega das propostas eletrônicas será até o dia 17/08/2022 às 09:00 horas, quando a sessão pública será no mesmo dia e horário, pela página virtual da BEC/SP (http://www.bec.sp.gov.br). O Edital na íntegra encontra-se disponível na página virtual da BEC/SP e no http://www.imprensaoficial.com.br/PortalIO/Negocios/BuscaENegocios_14_1.aspx.: [678, 227, 980, 276]
- notice-olimpia: [340, 1282, 660, 1354]
- notice-botucatu-1: [340, 432, 660, 634]
- notice-subtitle: AVISO DE LICITAÇÃO: [463, 983, 537, 991]
- notice-body: AVISO DE LICITAÇÃO PREGÃO ELETRÔNICO Nº 0182.022. OBJETO: Registro de preços para eventual aquisição parcelada de itens alimentícios para a manutenção da Secretaria de Planejamento, Desenvolvimento, Obras e Serviços Públicos do município de Descalvado, Estado de São Paulo. DATA DA REALIZAÇÃO: Dia 15 de agosto de 2022, às 09h30min, no site http://bnc.org.br. RETIRADA DO EDITAL: O Edital completo poderá ser retirado no endereço www.descalvado.sp.gov.br. INFORMAÇÕES: Telefone (19) 3583-9316/9317 ou e-mail licitacao@descalvado.sp.gov.br. Descalvado, 01 de agosto de 2022. Antonio Carlos Reschini - Prefeito.: [346, 72, 502, 167]
- notice-title: Prefeitura de Castilho: [119, 288, 275, 306]
- notice-signature: Carapicuíba, 01 de Agosto de 2022. Marco Aurélio dos Santos Neves - Prefeito: [526, 226, 646, 241]
- notice-title-line-1: FUNDAÇÃO PARA O DESENVOLVIMENTO: [63, 1489, 305, 1503]
- table-header: DATA: [476, 1496, 579, 1508]
- notice-title: PREFEITURA MUNICIPAL DE TRABIJU – SP: [724, 712, 934, 723]
- issue-date: TERÇA-FEIRA, 2 DE AGOSTO DE 2022: [774, 44, 937, 54]
- table-cell: 14.04.2022: [476, 1508, 579, 1520]
- table-row: [346, 1508, 655, 1520]
- notice-title-line-2: DE MOGI DAS CRUZES - SEMAE: [429, 1589, 570, 1600]
- notice-title: UNIVERSIDADE ESTADUAL DE CAMPINAS: [772, 62, 916, 69]
